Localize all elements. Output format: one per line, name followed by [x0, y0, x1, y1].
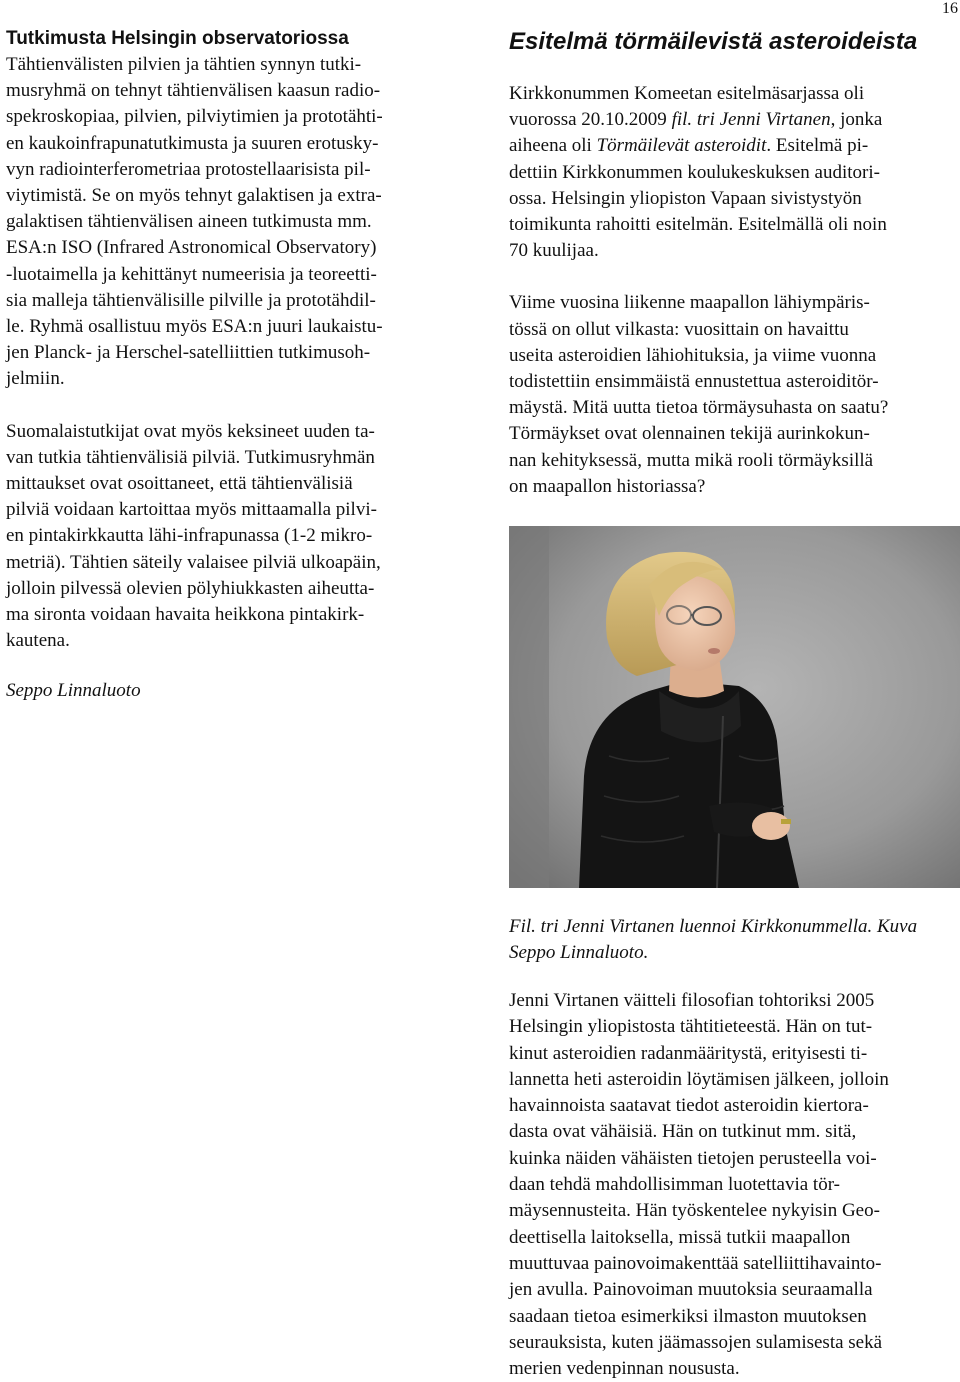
paragraph-line: -luotaimella ja kehittänyt numeerisia ja teoreetti- [6, 263, 377, 285]
paragraph-line: kuinka näiden vähäisten tietojen perusteella voi- [509, 1147, 877, 1169]
paragraph-line: sia malleja tähtienvälisille pilville ja prototähdil- [6, 289, 376, 311]
paragraph-line: on maapallon historiassa? [509, 475, 706, 497]
paragraph-line [509, 133, 955, 159]
paragraph-line: galaktisen tähtienvälisen aineen tutkimusta mm. [6, 211, 372, 233]
paragraph-line: merien vedenpinnan noususta. [509, 1358, 740, 1380]
paragraph-line: Viime vuosina liikenne maapallon lähiympäris- [509, 292, 870, 314]
page-number: 16 [942, 0, 958, 17]
paragraph-line: kinut asteroidien radanmääritystä, erityisesti ti- [509, 1042, 868, 1064]
paragraph-line: musryhmä on tehnyt tähtienvälisen kaasun radio- [6, 80, 381, 102]
right-column [509, 26, 955, 500]
photo-caption [509, 914, 955, 966]
paragraph-line [509, 238, 955, 264]
biography-paragraph [509, 988, 957, 1382]
text-segment: ossa. Helsingin yliopiston Vapaan sivistystyön [509, 187, 862, 209]
paragraph-line: mäysennusteita. Hän työskentelee nykyisin Geo- [509, 1200, 880, 1222]
observatory-paragraph-2 [6, 419, 454, 655]
caption-line: Fil. tri Jenni Virtanen luennoi Kirkkonummella. Kuva [509, 916, 918, 937]
paragraph-line: ESA:n ISO (Infrared Astronomical Observatory) [6, 237, 377, 259]
paragraph-line: Törmäykset ovat olennainen tekijä aurinkokun- [509, 423, 870, 445]
observatory-paragraph-1 [6, 52, 454, 393]
paragraph-line: havainnoista saatavat tiedot asteroidin kiertora- [509, 1095, 869, 1117]
article-heading-observatory: Tutkimusta Helsingin observatoriossa [6, 28, 349, 49]
paragraph-line: muuttuvaa painovoimakenttää satelliittihavainto- [509, 1252, 882, 1274]
paragraph-line [509, 107, 955, 133]
paragraph-line: jolloin pilvessä olevien pölyhiukkasten aiheutta- [6, 577, 375, 599]
italic-text: Jenni Virtanen [719, 109, 831, 131]
paragraph-line [509, 212, 955, 238]
text-segment: dettiin Kirkkonummen koulukeskuksen auditori- [509, 161, 880, 183]
asteroids-paragraph-1 [509, 81, 955, 264]
article-heading-asteroids: Esitelmä törmäilevistä asteroideista [509, 28, 918, 55]
paragraph-line: tössä on ollut vilkasta: vuosittain on havaittu [509, 318, 849, 340]
paragraph-line: viytimistä. Se on myös tehnyt galaktisen ja extra- [6, 185, 382, 207]
italic-text: Törmäilevät asteroidit [596, 135, 767, 157]
paragraph-line [509, 160, 955, 186]
italic-text: tri [692, 109, 720, 131]
paragraph-line: jen avulla. Painovoiman muutoksia seuraamalla [509, 1279, 873, 1301]
paragraph-line: ma sironta voidaan havaita heikkona pintakirk- [6, 604, 365, 626]
paragraph-line: lannetta heti asteroidin löytämisen jälkeen, jolloin [509, 1068, 889, 1090]
paragraph-line [509, 186, 955, 212]
left-column [6, 26, 454, 654]
asteroids-paragraph-2 [509, 290, 955, 500]
paragraph-line: Suomalaistutkijat ovat myös keksineet uuden ta- [6, 420, 375, 442]
author-signature: Seppo Linnaluoto [6, 680, 141, 701]
text-segment: toimikunta rahoitti esitelmän. Esitelmällä oli noin [509, 214, 887, 236]
paragraph-line [509, 81, 955, 107]
text-segment: . Esitelmä pi- [766, 135, 869, 157]
paragraph-line: Tähtienvälisten pilvien ja tähtien synnyn tutki- [6, 54, 362, 75]
paragraph-line: useita asteroidien lähiohituksia, ja viime vuonna [509, 344, 877, 366]
paragraph-line: pilviä voidaan kartoittaa myös mittaamalla pilvi- [6, 499, 377, 521]
text-segment: Kirkkonummen Komeetan esitelmäsarjassa oli [509, 83, 865, 104]
paragraph-line: deettisella laitoksella, missä tutkii maapallon [509, 1226, 851, 1248]
paragraph-line: mittaukset ovat osoittaneet, että tähtienvälisiä [6, 473, 353, 495]
paragraph-line: daan tehdä mahdollisimman luotettavia tör- [509, 1174, 840, 1196]
text-segment: 70 kuulijaa. [509, 240, 599, 262]
paragraph-line: nan kehityksessä, mutta mikä rooli törmäyksillä [509, 449, 874, 471]
paragraph-line: todistettiin ensimmäistä ennustettua asteroiditör- [509, 371, 879, 393]
paragraph-line: le. Ryhmä osallistuu myös ESA:n juuri laukaistu- [6, 316, 383, 338]
lecturer-photo [509, 526, 960, 888]
lecturer-photo-image [509, 526, 960, 888]
paragraph-line: mäystä. Mitä uutta tietoa törmäysuhasta on saatu? [509, 397, 889, 419]
italic-text: fil. [671, 109, 693, 131]
paragraph-line: vyn radiointerferometriaa protostellaarisista pil- [6, 158, 371, 180]
paragraph-line: jelmiin. [6, 368, 65, 390]
paragraph-line: Helsingin yliopistosta tähtitieteestä. Hän on tut- [509, 1016, 873, 1038]
paragraph-line: en pintakirkkautta lähi-infrapunassa (1-2 mikro- [6, 525, 373, 547]
paragraph-line: metriä). Tähtien säteily valaisee pilviä ulkoapäin, [6, 551, 381, 573]
paragraph-line: van tutkia tähtienvälisiä pilviä. Tutkimusryhmän [6, 446, 375, 468]
text-segment: vuorossa 20.10.2009 [509, 109, 672, 131]
text-segment: , jonka [830, 109, 883, 131]
text-segment: aiheena oli [509, 135, 597, 157]
paragraph-line: en kaukoinfrapunatutkimusta ja suuren erotusky- [6, 132, 379, 154]
paragraph-line: dasta ovat vähäisiä. Hän on tutkinut mm. sitä, [509, 1121, 857, 1143]
caption-line: Seppo Linnaluoto. [509, 942, 649, 963]
paragraph-line: seurauksista, kuten jäämassojen sulamisesta sekä [509, 1331, 883, 1353]
paragraph-line: kautena. [6, 630, 70, 652]
paragraph-line: saadaan tietoa esimerkiksi ilmaston muutoksen [509, 1305, 867, 1327]
paragraph-line: spekroskopiaa, pilvien, pilviytimien ja prototähti- [6, 106, 383, 128]
paragraph-line: Jenni Virtanen väitteli filosofian tohtoriksi 2005 [509, 990, 875, 1011]
paragraph-line: jen Planck- ja Herschel-satelliittien tutkimusoh- [6, 342, 371, 364]
